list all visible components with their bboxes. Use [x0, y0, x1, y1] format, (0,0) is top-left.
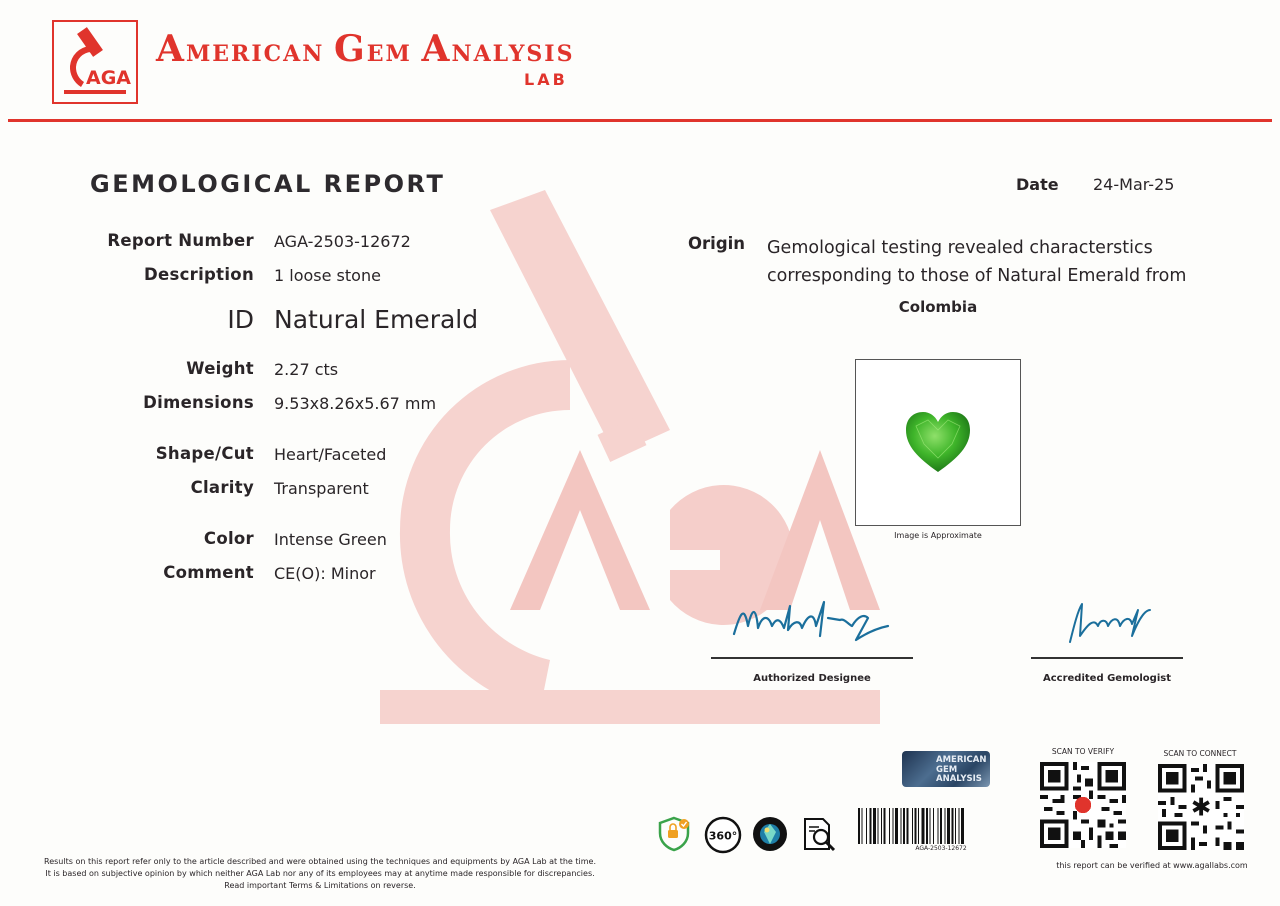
barcode	[858, 808, 1024, 844]
view-360-icon[interactable]	[703, 815, 743, 855]
origin-text: Gemological testing revealed characterstics corresponding to those of Natural Emerald from	[767, 238, 1187, 286]
scan-to-connect-caption: SCAN TO CONNECT	[1163, 749, 1237, 758]
color-value: Intense Green	[274, 530, 387, 549]
connect-qr-code[interactable]	[1158, 764, 1244, 850]
svg-text:AGA: AGA	[86, 67, 132, 89]
comment-label: Comment	[163, 563, 254, 582]
description-value: 1 loose stone	[274, 266, 381, 285]
disclaimer-line-3: Read important Terms & Limitations on reverse.	[224, 881, 416, 890]
clarity-value: Transparent	[274, 479, 369, 498]
verify-url-text: this report can be verified at www.agallabs.com	[1056, 861, 1248, 870]
microscope-icon	[54, 22, 136, 102]
stone-caption: Image is Approximate	[894, 531, 982, 540]
gem-camera-icon[interactable]	[751, 815, 789, 853]
shield-check-icon	[655, 815, 693, 853]
disclaimer-line-2: It is based on subjective opinion by which neither AGA Lab nor any of its employees may at anytime made responsible for discrepancies.	[45, 869, 595, 878]
document-search-icon[interactable]	[799, 815, 839, 855]
signature-line-right	[1031, 657, 1183, 659]
weight-label: Weight	[186, 359, 254, 378]
authorized-designee-caption: Authorized Designee	[753, 673, 871, 684]
disclaimer	[20, 856, 620, 892]
signature-gemologist	[1060, 596, 1160, 650]
brand-lab: LAB	[524, 70, 568, 89]
verify-qr-code[interactable]	[1040, 762, 1126, 848]
date-label: Date	[1016, 175, 1059, 194]
header-divider	[8, 119, 1272, 122]
accredited-gemologist-caption: Accredited Gemologist	[1043, 673, 1171, 684]
color-label: Color	[203, 529, 254, 548]
dimensions-value: 9.53x8.26x5.67 mm	[274, 394, 437, 413]
comment-value: CE(O): Minor	[274, 564, 376, 583]
aga-logo	[52, 20, 138, 104]
barcode-text: AGA-2503-12672	[915, 845, 967, 852]
scan-to-verify-caption: SCAN TO VERIFY	[1051, 747, 1115, 756]
dimensions-label: Dimensions	[143, 393, 254, 412]
id-value: Natural Emerald	[274, 305, 479, 334]
origin-country: Colombia	[898, 298, 978, 316]
shape-value: Heart/Faceted	[274, 445, 387, 464]
hologram-seal: AMERICAN GEM ANALYSIS	[902, 751, 990, 787]
signature-authorized	[728, 596, 898, 650]
clarity-label: Clarity	[190, 478, 254, 497]
disclaimer-line-1: Results on this report refer only to the article described and were obtained using the techniques and equipments by AGA Lab at the time.	[44, 857, 596, 866]
report-number-label: Report Number	[107, 231, 254, 250]
origin-label: Origin	[688, 234, 746, 253]
heart-emerald-icon	[856, 360, 1019, 524]
description-label: Description	[143, 265, 254, 284]
shape-label: Shape/Cut	[155, 444, 254, 463]
svg-text:360°: 360°	[708, 829, 738, 843]
stone-image-frame	[855, 359, 1021, 526]
id-label: ID	[227, 305, 254, 334]
report-number-value: AGA-2503-12672	[274, 232, 411, 251]
report-title: GEMOLOGICAL REPORT	[90, 170, 446, 198]
weight-value: 2.27 cts	[274, 360, 339, 379]
svg-text:✱: ✱	[1190, 792, 1212, 822]
brand-name: AMERICAN GEM ANALYSIS	[156, 28, 575, 70]
signature-line-left	[711, 657, 913, 659]
date-value: 24-Mar-25	[1093, 175, 1175, 194]
